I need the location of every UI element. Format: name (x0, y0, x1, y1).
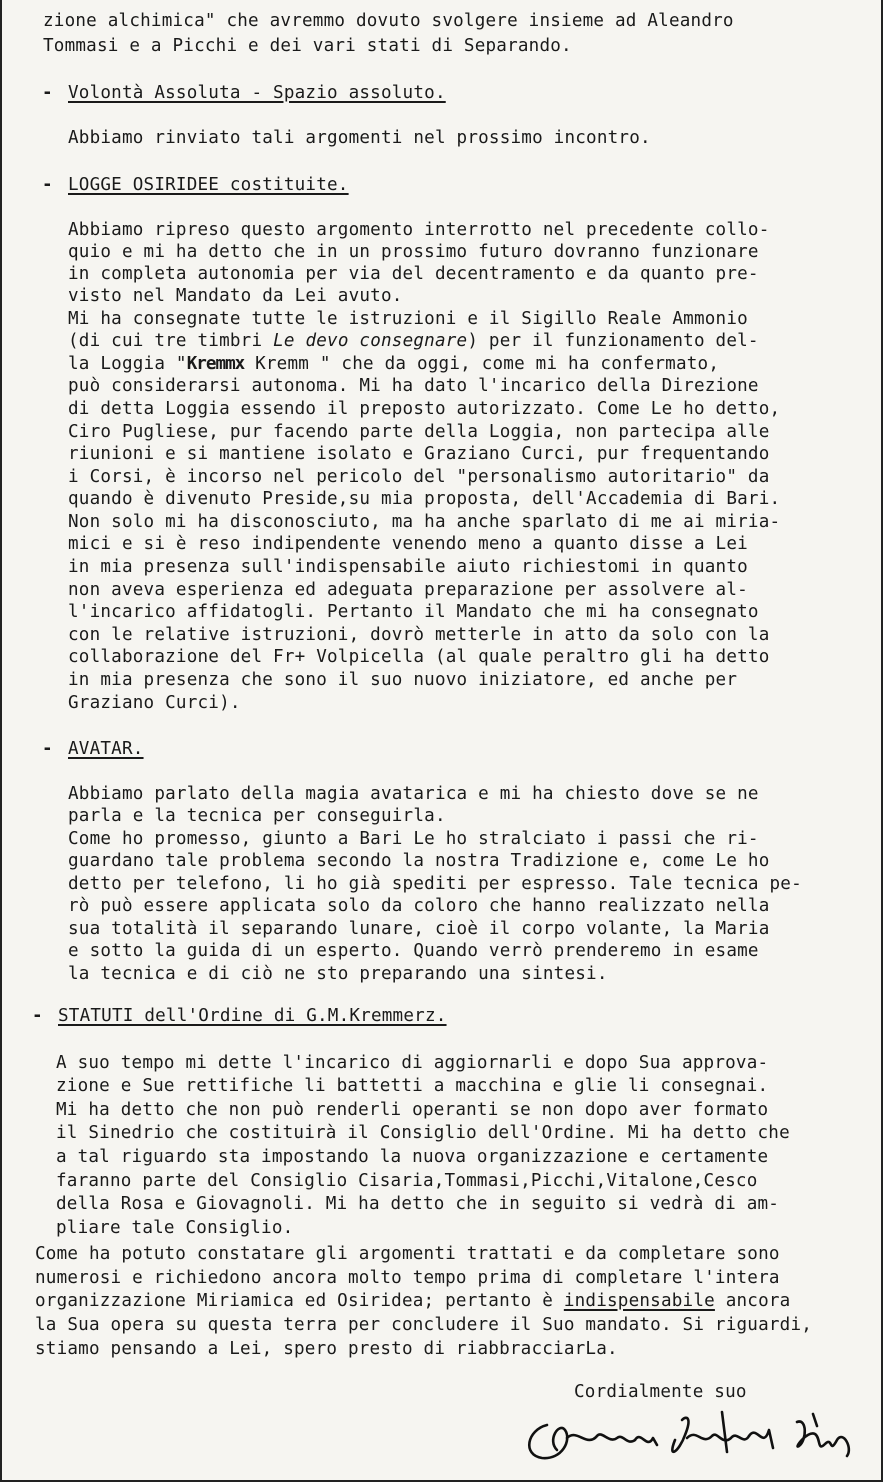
section-dash: - (32, 1006, 43, 1026)
section-line: quio e mi ha detto che in un prossimo futuro dovranno funzionare (68, 242, 759, 262)
text-part: organizzazione Miriamica ed Osiridea; pertanto è (35, 1291, 564, 1311)
section-heading-volonta: Volontà Assoluta - Spazio assoluto. (68, 83, 446, 103)
section-line: di detta Loggia essendo il preposto autorizzato. Come Le ho detto, (68, 399, 781, 419)
underlined-word: indispensabile (563, 1291, 715, 1311)
section-line: faranno parte del Consiglio Cisaria,Tommasi,Picchi,Vitalone,Cesco (56, 1171, 758, 1191)
section-line: il Sinedrio che costituirà il Consiglio dell'Ordine. Mi ha detto che (56, 1123, 790, 1143)
section-line: in mia presenza sull'indispensabile aiuto richiestomi in quanto (68, 557, 748, 577)
section-heading-statuti: STATUTI dell'Ordine di G.M.Kremmerz. (58, 1006, 447, 1026)
section-line: Non solo mi ha disconosciuto, ma ha anche sparlato di me ai miria- (68, 512, 781, 532)
text-part: ) per il funzionamento del- (467, 331, 759, 351)
section-line-struck (68, 353, 719, 375)
section-line: detto per telefono, li ho già spediti per espresso. Tale tecnica pe- (68, 874, 802, 894)
section-dash: - (42, 175, 53, 195)
section-line: può considerarsi autonoma. Mi ha dato l'incarico della Direzione (68, 376, 759, 396)
closing-line: numerosi e richiedono ancora molto tempo prima di completare l'intera (35, 1268, 780, 1288)
text-part: la Loggia " (68, 354, 187, 374)
closing-line: Come ha potuto constatare gli argomenti trattati e da completare sono (35, 1244, 780, 1264)
section-line: a tal riguardo sta impostando la nuova organizzazione e certamente (56, 1147, 769, 1167)
section-line: con le relative istruzioni, dovrò metterle in atto da solo con la (68, 625, 770, 645)
struck-word: Kremmx (186, 354, 245, 374)
section-line: la tecnica e di ciò ne sto preparando una sintesi. (68, 964, 608, 984)
section-line: sua totalità il separando lunare, cioè il corpo volante, la Maria (68, 919, 770, 939)
section-dash: - (42, 83, 53, 103)
section-line: rò può essere applicata solo da coloro che hanno realizzato nella (68, 896, 770, 916)
closing-line: la Sua opera su questa terra per concludere il Suo mandato. Si riguardi, (35, 1315, 813, 1335)
section-heading-avatar: AVATAR. (68, 739, 144, 759)
section-line: in mia presenza che sono il suo nuovo iniziatore, ed anche per (68, 670, 738, 690)
intro-line-1: zione alchimica" che avremmo dovuto svolgere insieme ad Aleandro (43, 11, 734, 31)
closing-line-underlined (35, 1290, 790, 1312)
section-line: Mi ha consegnate tutte le istruzioni e il Sigillo Reale Ammonio (68, 309, 748, 329)
section-line: mici e si è reso indipendente venendo meno a quanto disse a Lei (68, 534, 748, 554)
italic-phrase: Le devo consegnare (273, 331, 468, 351)
section-line-italic (68, 330, 759, 352)
section-line: visto nel Mandato da Lei avuto. (68, 286, 403, 306)
section-line: Graziano Curci). (68, 693, 241, 713)
section-line: A suo tempo mi dette l'incarico di aggiornarli e dopo Sua approva- (56, 1053, 769, 1073)
closing-line: stiamo pensando a Lei, spero presto di riabbracciarLa. (35, 1339, 618, 1359)
section-line: collaborazione del Fr+ Volpicella (al quale peraltro gli ha detto (68, 647, 770, 667)
section-line: pliare tale Consiglio. (56, 1218, 294, 1238)
section-line: i Corsi, è incorso nel pericolo del "personalismo autoritario" da (68, 467, 770, 487)
text-part: ancora (714, 1291, 791, 1311)
section-line: Come ho promesso, giunto a Bari Le ho stralciato i passi che ri- (68, 829, 759, 849)
section-line: Mi ha detto che non può renderli operanti se non dopo aver formato (56, 1100, 769, 1120)
section-line: guardano tale problema secondo la nostra Tradizione e, come Le ho (68, 851, 770, 871)
section-line: parla e la tecnica per conseguirla. (68, 806, 446, 826)
section-dash: - (42, 739, 53, 759)
section-line: zione e Sue rettifiche li battetti a macchina e glie li consegnai. (56, 1076, 769, 1096)
section-line: in completa autonomia per via del decentramento e da quanto pre- (68, 264, 759, 284)
section-line: Abbiamo rinviato tali argomenti nel prossimo incontro. (68, 128, 651, 148)
section-line: l'incarico affidatogli. Pertanto il Mandato che mi ha consegnato (68, 602, 759, 622)
section-line: quando è divenuto Preside,su mia proposta, dell'Accademia di Bari. (68, 489, 781, 509)
section-line: Ciro Pugliese, pur facendo parte della Loggia, non partecipa alle (68, 422, 770, 442)
text-part: (di cui tre timbri (68, 331, 274, 351)
salutation: Cordialmente suo (574, 1382, 747, 1402)
section-line: e sotto la guida di un esperto. Quando verrò prenderemo in esame (68, 941, 759, 961)
section-line: Abbiamo parlato della magia avatarica e mi ha chiesto dove se ne (68, 784, 759, 804)
handwritten-signature-icon (517, 1400, 862, 1470)
section-line: della Rosa e Giovagnoli. Mi ha detto che in seguito si vedrà di am- (56, 1194, 780, 1214)
intro-line-2: Tommasi e a Picchi e dei vari stati di Separando. (43, 36, 572, 56)
section-heading-logge: LOGGE OSIRIDEE costituite. (68, 175, 349, 195)
section-line: Abbiamo ripreso questo argomento interrotto nel precedente collo- (68, 220, 770, 240)
text-part: Kremm " che da oggi, come mi ha confermato, (244, 354, 720, 374)
section-line: non aveva esperienza ed adeguata preparazione per assolvere al- (68, 580, 748, 600)
section-line: riunioni e si mantiene isolato e Graziano Curci, pur frequentando (68, 444, 770, 464)
